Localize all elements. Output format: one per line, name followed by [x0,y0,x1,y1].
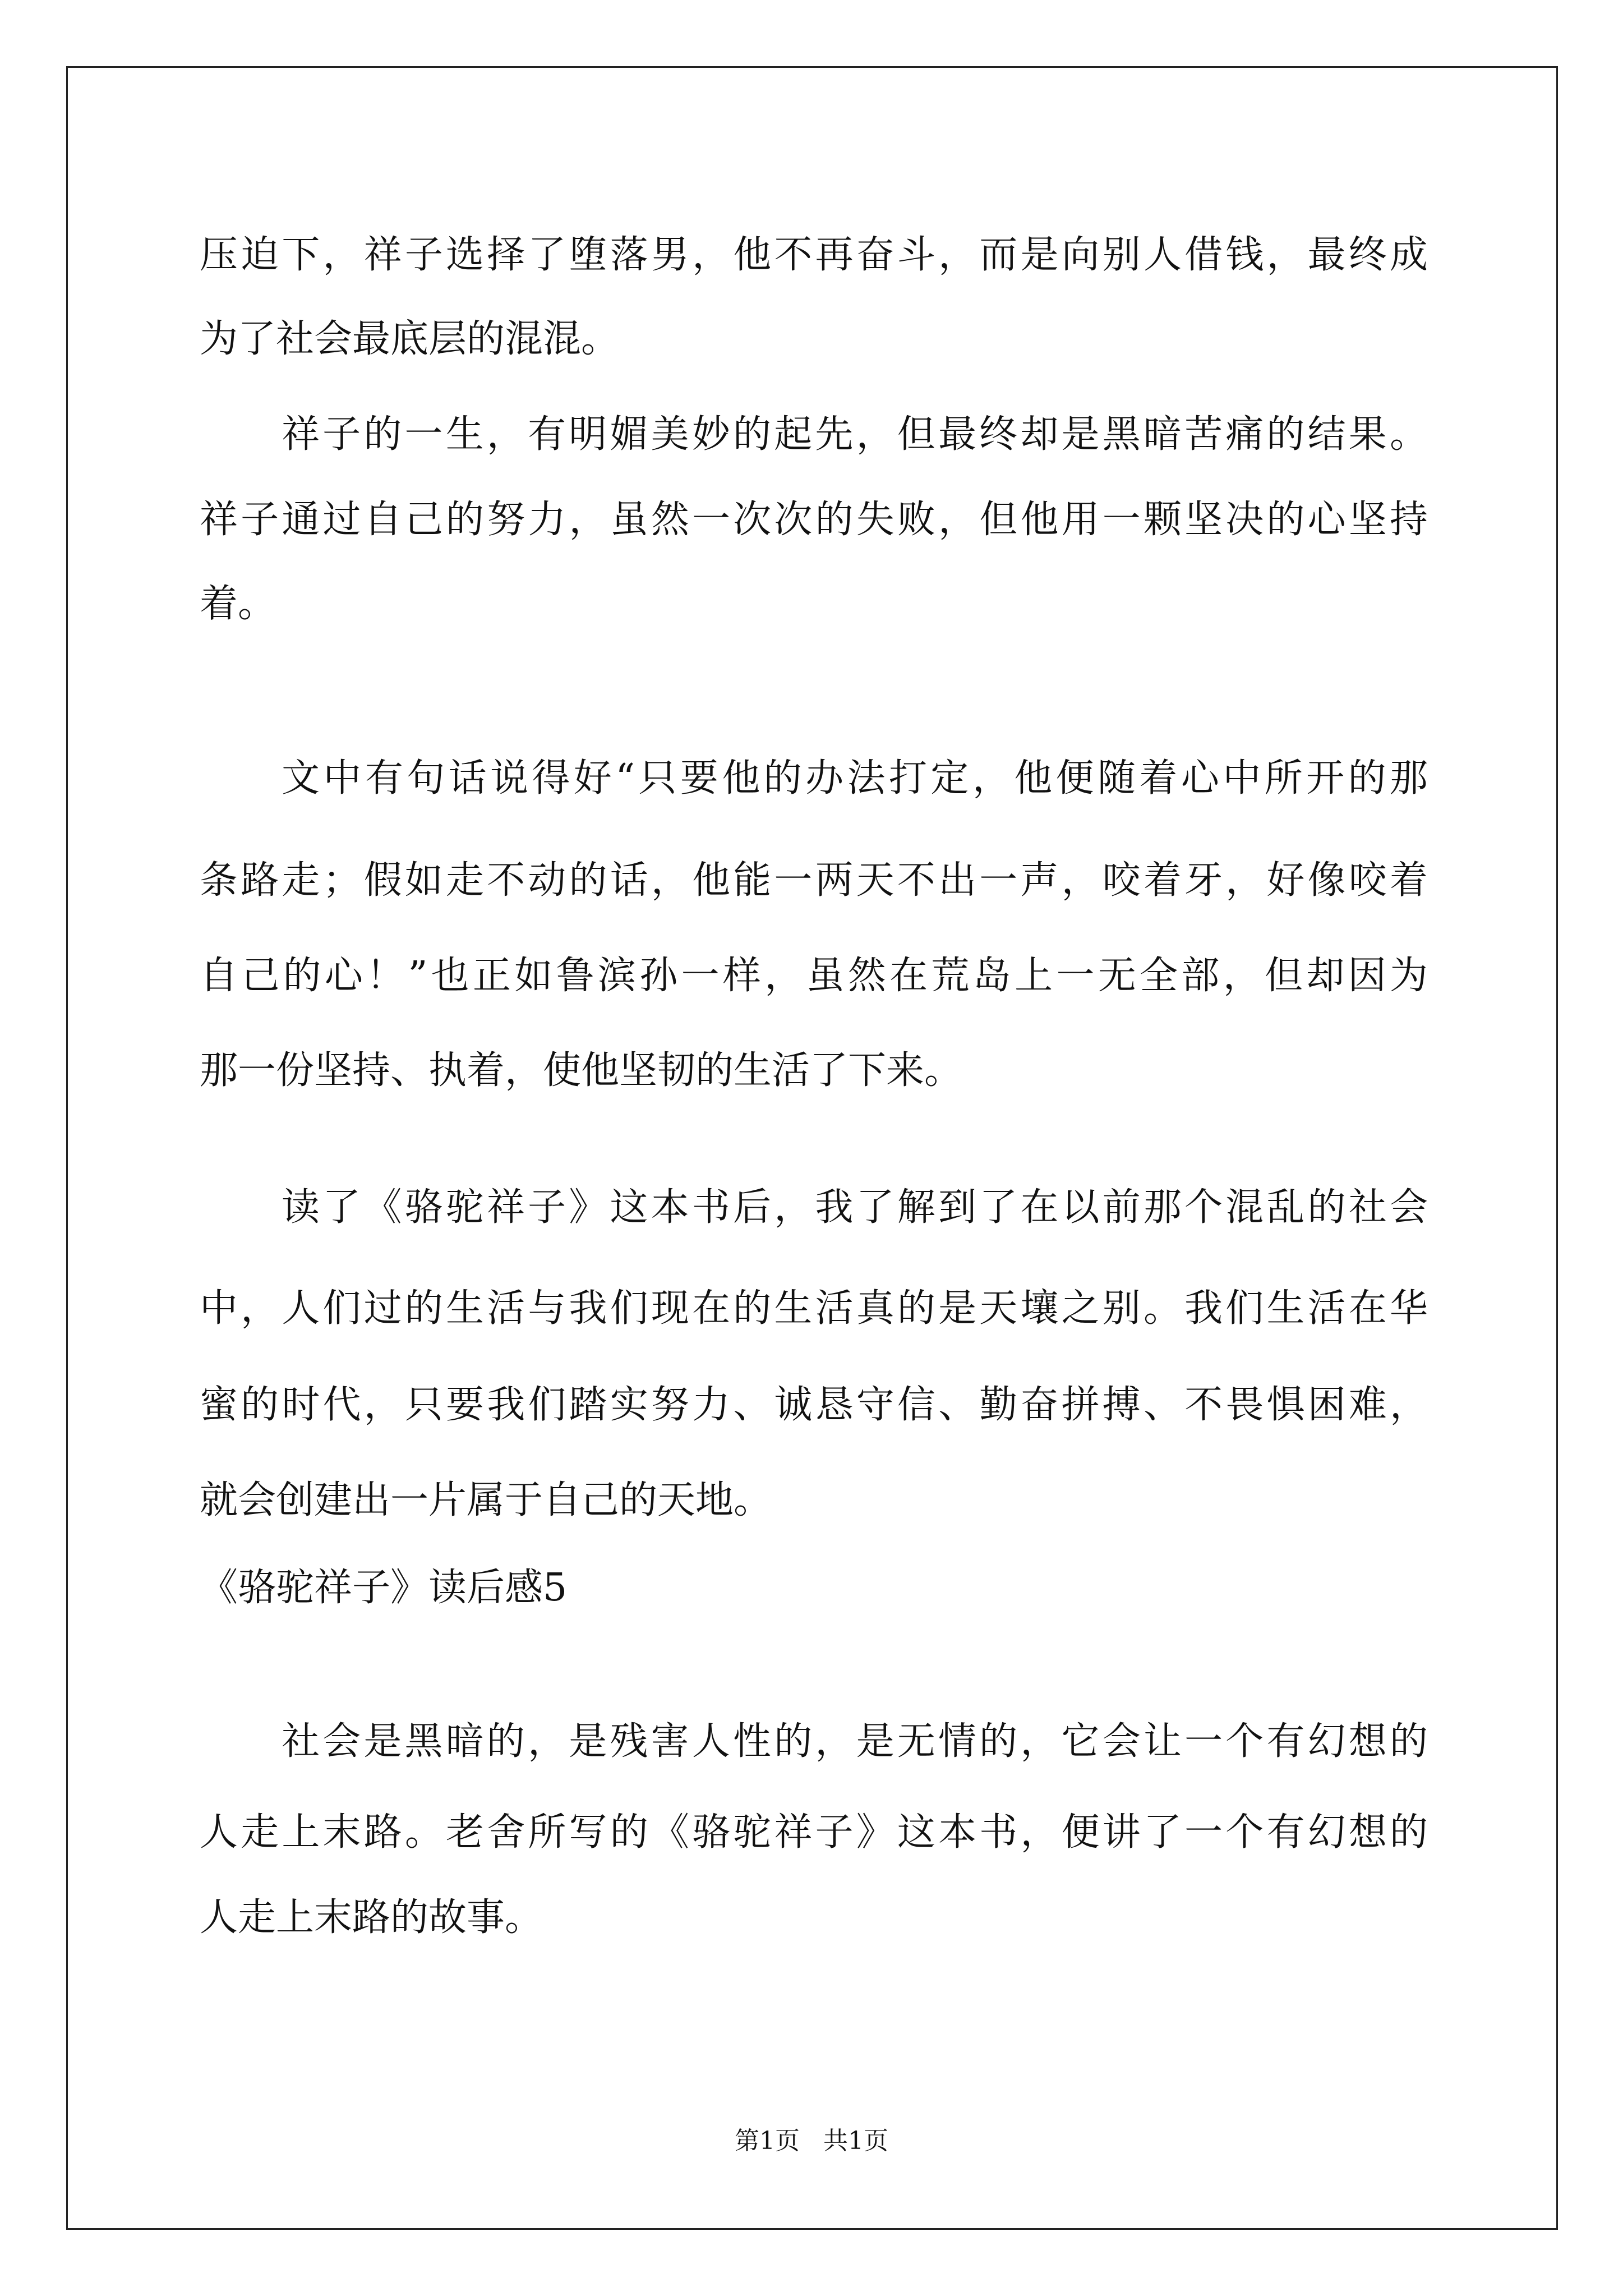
text-line: 压迫下，祥子选择了堕落男，他不再奋斗，而是向别人借钱，最终成 [200,233,1428,277]
text-line: 人走上末路的故事。 [200,1895,543,1940]
text-line: 为了社会最底层的混混。 [200,317,620,361]
text-line: 祥子通过自己的努力，虽然一次次的失败，但他用一颗坚决的心坚持 [200,498,1428,542]
page-number-current: 第1页 [735,2127,800,2155]
text-line: 自己的心！”也正如鲁滨孙一样，虽然在荒岛上一无全部，但却因为 [200,954,1428,998]
text-line: 条路走；假如走不动的话，他能一两天不出一声，咬着牙，好像咬着 [200,858,1428,903]
text-line: 社会是黑暗的，是残害人性的，是无情的，它会让一个有幻想的 [282,1719,1428,1764]
text-line: 祥子的一生，有明媚美妙的起先，但最终却是黑暗苦痛的结果。 [282,412,1428,457]
text-line: 那一份坚持、执着，使他坚韧的生活了下来。 [200,1048,963,1093]
text-line: 蜜的时代，只要我们踏实努力、诚恳守信、勤奋拼搏、不畏惧困难， [200,1383,1428,1427]
page-number-total: 共1页 [823,2127,888,2155]
text-line: 就会创建出一片属于自己的天地。 [200,1478,772,1522]
text-line: 中，人们过的生活与我们现在的生活真的是天壤之别。我们生活在华 [200,1286,1428,1331]
page-footer [0,2124,1623,2158]
text-line: 文中有句话说得好“只要他的办法打定，他便随着心中所开的那 [282,756,1428,800]
text-line: 人走上末路。老舍所写的《骆驼祥子》这本书，便讲了一个有幻想的 [200,1810,1428,1855]
text-line: 着。 [200,582,276,626]
section-heading: 《骆驼祥子》读后感5 [200,1566,568,1610]
text-line: 读了《骆驼祥子》这本书后，我了解到了在以前那个混乱的社会 [282,1185,1428,1230]
